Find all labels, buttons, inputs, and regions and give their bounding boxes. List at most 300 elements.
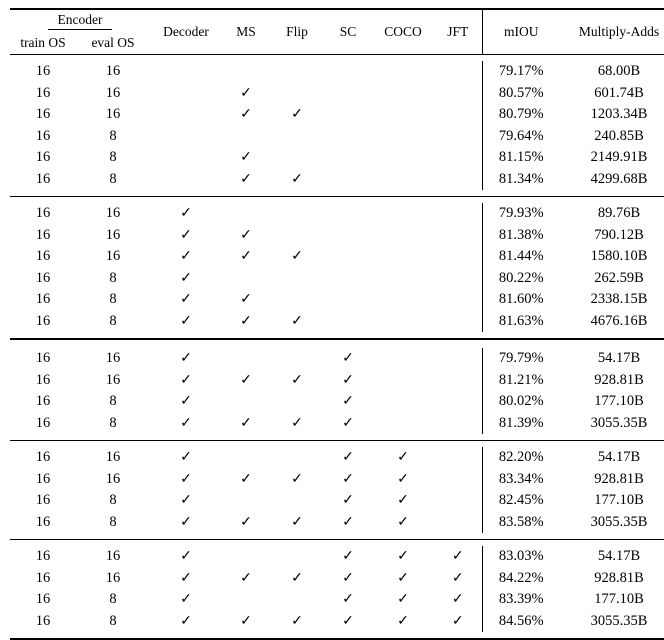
cell-multiply-adds: 928.81B	[594, 569, 644, 586]
cell-train-os: 16	[35, 127, 51, 144]
cell-miou: 81.44%	[482, 246, 560, 268]
cell-coco	[372, 512, 434, 534]
cell-eval-os: 16	[105, 248, 121, 265]
cell-flip	[270, 413, 324, 435]
cell-sc	[324, 568, 372, 590]
check-icon: ✓	[451, 570, 464, 586]
table-row	[10, 104, 664, 126]
cell-sc	[324, 203, 372, 225]
cell-eval-os: 8	[109, 291, 117, 308]
table-header-row-top	[10, 10, 664, 32]
check-icon: ✓	[291, 107, 303, 123]
check-icon: ✓	[397, 613, 409, 629]
cell-sc	[324, 289, 372, 311]
cell-multiply-adds: 4676.16B	[590, 312, 648, 329]
cell-coco	[372, 225, 434, 247]
table-row	[10, 83, 664, 105]
cell-decoder	[150, 589, 222, 611]
cell-jft	[434, 512, 482, 534]
header-ms: MS	[236, 24, 256, 39]
cell-multiply-adds: 54.17B	[597, 350, 641, 367]
cell-sc	[324, 469, 372, 491]
check-icon: ✓	[342, 514, 354, 530]
cell-multiply-adds: 54.17B	[597, 548, 641, 565]
cell-miou: 81.39%	[482, 413, 560, 435]
check-icon: ✓	[180, 270, 192, 286]
cell-jft	[434, 268, 482, 290]
cell-miou: 79.17%	[482, 61, 560, 83]
cell-train-os: 16	[35, 248, 51, 265]
cell-decoder	[150, 289, 222, 311]
cell-jft	[434, 589, 482, 611]
cell-coco	[372, 348, 434, 370]
check-icon: ✓	[397, 592, 409, 608]
cell-train-os: 16	[35, 84, 51, 101]
check-icon: ✓	[240, 471, 252, 487]
cell-coco	[372, 169, 434, 191]
cell-decoder	[150, 311, 222, 333]
cell-miou: 83.03%	[482, 546, 560, 568]
cell-jft	[434, 611, 482, 633]
cell-jft	[434, 447, 482, 469]
header-multiply-adds: Multiply-Adds	[578, 24, 660, 39]
results-table	[10, 8, 664, 640]
cell-coco	[372, 469, 434, 491]
cell-jft	[434, 83, 482, 105]
table-row	[10, 447, 664, 469]
cell-train-os: 16	[35, 414, 51, 431]
check-icon: ✓	[291, 570, 303, 586]
cell-coco	[372, 61, 434, 83]
cell-coco	[372, 83, 434, 105]
check-icon: ✓	[180, 206, 192, 222]
check-icon: ✓	[342, 471, 354, 487]
cell-decoder	[150, 370, 222, 392]
cell-decoder	[150, 104, 222, 126]
cell-miou: 80.22%	[482, 268, 560, 290]
cell-multiply-adds: 3055.35B	[590, 414, 648, 431]
cell-multiply-adds: 68.00B	[597, 63, 641, 80]
cell-train-os: 16	[35, 312, 51, 329]
cell-flip	[270, 512, 324, 534]
cell-flip	[270, 546, 324, 568]
header-miou: mIOU	[482, 10, 560, 55]
group-spacer	[10, 632, 664, 639]
table-row	[10, 348, 664, 370]
cell-coco	[372, 126, 434, 148]
check-icon: ✓	[291, 415, 303, 431]
cell-miou: 80.57%	[482, 83, 560, 105]
cell-decoder	[150, 413, 222, 435]
cell-miou: 79.64%	[482, 126, 560, 148]
cell-decoder	[150, 126, 222, 148]
cell-jft	[434, 413, 482, 435]
table-row	[10, 61, 664, 83]
cell-flip	[270, 469, 324, 491]
check-icon: ✓	[180, 613, 192, 629]
cell-eval-os: 8	[109, 591, 117, 608]
table-row	[10, 169, 664, 191]
cell-decoder	[150, 348, 222, 370]
cell-sc	[324, 512, 372, 534]
check-icon: ✓	[180, 372, 192, 388]
check-icon: ✓	[240, 150, 252, 166]
cell-decoder	[150, 568, 222, 590]
check-icon: ✓	[240, 415, 252, 431]
check-icon: ✓	[342, 394, 354, 410]
cell-train-os: 16	[35, 63, 51, 80]
check-icon: ✓	[180, 292, 192, 308]
cell-flip	[270, 391, 324, 413]
check-icon: ✓	[240, 227, 252, 243]
check-icon: ✓	[397, 493, 409, 509]
check-icon: ✓	[240, 292, 252, 308]
cell-flip	[270, 289, 324, 311]
table-row	[10, 147, 664, 169]
check-icon: ✓	[240, 313, 252, 329]
check-icon: ✓	[180, 514, 192, 530]
cell-sc	[324, 268, 372, 290]
cell-eval-os: 16	[105, 548, 121, 565]
cell-sc	[324, 447, 372, 469]
cell-eval-os: 16	[105, 226, 121, 243]
cell-multiply-adds: 3055.35B	[590, 513, 648, 530]
cell-train-os: 16	[35, 149, 51, 166]
cell-train-os: 16	[35, 226, 51, 243]
check-icon: ✓	[240, 249, 252, 265]
check-icon: ✓	[342, 592, 354, 608]
check-icon: ✓	[451, 549, 464, 565]
cell-sc	[324, 589, 372, 611]
cell-ms	[222, 370, 270, 392]
cell-multiply-adds: 928.81B	[594, 470, 644, 487]
cell-train-os: 16	[35, 393, 51, 410]
cell-eval-os: 16	[105, 569, 121, 586]
check-icon: ✓	[291, 372, 303, 388]
cell-train-os: 16	[35, 170, 51, 187]
cell-decoder	[150, 391, 222, 413]
cell-multiply-adds: 240.85B	[594, 127, 644, 144]
cell-eval-os: 8	[109, 149, 117, 166]
cell-eval-os: 16	[105, 63, 121, 80]
cell-multiply-adds: 601.74B	[594, 84, 644, 101]
check-icon: ✓	[342, 613, 354, 629]
cell-miou: 83.58%	[482, 512, 560, 534]
cell-ms	[222, 469, 270, 491]
cell-jft	[434, 391, 482, 413]
check-icon: ✓	[180, 549, 192, 565]
cell-sc	[324, 83, 372, 105]
cell-decoder	[150, 268, 222, 290]
cell-jft	[434, 246, 482, 268]
cell-jft	[434, 469, 482, 491]
table-row	[10, 370, 664, 392]
cell-multiply-adds: 1580.10B	[590, 248, 648, 265]
check-icon: ✓	[397, 514, 409, 530]
cell-ms	[222, 225, 270, 247]
header-encoder-group	[10, 10, 150, 32]
cell-miou: 79.79%	[482, 348, 560, 370]
cell-eval-os: 16	[105, 470, 121, 487]
cell-sc	[324, 147, 372, 169]
cell-miou: 81.34%	[482, 169, 560, 191]
check-icon: ✓	[180, 592, 192, 608]
cell-eval-os: 8	[109, 393, 117, 410]
cell-decoder	[150, 546, 222, 568]
cell-miou: 81.63%	[482, 311, 560, 333]
cell-eval-os: 8	[109, 414, 117, 431]
cell-eval-os: 8	[109, 312, 117, 329]
check-icon: ✓	[240, 570, 252, 586]
check-icon: ✓	[240, 85, 252, 101]
check-icon: ✓	[240, 613, 252, 629]
cell-miou: 81.15%	[482, 147, 560, 169]
cell-ms	[222, 611, 270, 633]
cell-jft	[434, 126, 482, 148]
cell-multiply-adds: 54.17B	[597, 449, 641, 466]
check-icon: ✓	[342, 493, 354, 509]
cell-ms	[222, 311, 270, 333]
cell-sc	[324, 546, 372, 568]
check-icon: ✓	[180, 249, 192, 265]
cell-multiply-adds: 262.59B	[594, 269, 644, 286]
cell-sc	[324, 246, 372, 268]
cell-ms	[222, 203, 270, 225]
cell-decoder	[150, 203, 222, 225]
cell-eval-os: 8	[109, 513, 117, 530]
check-icon: ✓	[342, 351, 354, 367]
cell-ms	[222, 413, 270, 435]
table-row	[10, 589, 664, 611]
cell-sc	[324, 391, 372, 413]
check-icon: ✓	[451, 613, 464, 629]
cell-flip	[270, 611, 324, 633]
cell-ms	[222, 83, 270, 105]
cell-multiply-adds: 2149.91B	[590, 149, 648, 166]
cell-train-os: 16	[35, 492, 51, 509]
check-icon: ✓	[291, 514, 303, 530]
cell-eval-os: 16	[105, 84, 121, 101]
table-row	[10, 391, 664, 413]
cell-ms	[222, 104, 270, 126]
table-row	[10, 246, 664, 268]
cell-coco	[372, 246, 434, 268]
header-sc: SC	[339, 24, 357, 39]
header-coco: COCO	[384, 24, 422, 39]
table-row	[10, 512, 664, 534]
check-icon: ✓	[397, 549, 409, 565]
cell-coco	[372, 104, 434, 126]
cell-miou: 83.39%	[482, 589, 560, 611]
cell-jft	[434, 568, 482, 590]
cell-jft	[434, 225, 482, 247]
check-icon: ✓	[180, 227, 192, 243]
cell-coco	[372, 589, 434, 611]
cell-coco	[372, 370, 434, 392]
cell-train-os: 16	[35, 106, 51, 123]
table-row	[10, 490, 664, 512]
cell-decoder	[150, 611, 222, 633]
check-icon: ✓	[180, 471, 192, 487]
cell-coco	[372, 289, 434, 311]
check-icon: ✓	[180, 313, 192, 329]
cell-coco	[372, 611, 434, 633]
cell-coco	[372, 203, 434, 225]
cell-train-os: 16	[35, 548, 51, 565]
cell-ms	[222, 147, 270, 169]
cell-ms	[222, 546, 270, 568]
cell-flip	[270, 104, 324, 126]
check-icon: ✓	[291, 313, 303, 329]
cell-sc	[324, 611, 372, 633]
check-icon: ✓	[397, 570, 409, 586]
table-row	[10, 225, 664, 247]
cell-flip	[270, 589, 324, 611]
cell-flip	[270, 311, 324, 333]
cell-miou: 81.21%	[482, 370, 560, 392]
cell-ms	[222, 289, 270, 311]
cell-ms	[222, 512, 270, 534]
table-row	[10, 469, 664, 491]
table-row	[10, 413, 664, 435]
check-icon: ✓	[180, 394, 192, 410]
cell-ms	[222, 61, 270, 83]
table-row	[10, 268, 664, 290]
cell-jft	[434, 490, 482, 512]
cell-ms	[222, 589, 270, 611]
cell-miou: 81.60%	[482, 289, 560, 311]
header-decoder: Decoder	[163, 24, 209, 39]
cell-sc	[324, 126, 372, 148]
cell-flip	[270, 370, 324, 392]
cell-ms	[222, 126, 270, 148]
cell-miou: 84.22%	[482, 568, 560, 590]
cell-jft	[434, 370, 482, 392]
check-icon: ✓	[180, 570, 192, 586]
cell-multiply-adds: 177.10B	[594, 591, 644, 608]
check-icon: ✓	[291, 249, 303, 265]
cell-eval-os: 8	[109, 492, 117, 509]
cell-ms	[222, 490, 270, 512]
cell-coco	[372, 147, 434, 169]
cell-eval-os: 8	[109, 127, 117, 144]
cell-decoder	[150, 147, 222, 169]
header-flip: Flip	[286, 24, 308, 39]
table-row	[10, 311, 664, 333]
cell-multiply-adds: 790.12B	[594, 226, 644, 243]
cell-decoder	[150, 469, 222, 491]
cell-miou: 80.79%	[482, 104, 560, 126]
cell-decoder	[150, 490, 222, 512]
check-icon: ✓	[240, 171, 252, 187]
cell-train-os: 16	[35, 612, 51, 629]
cell-flip	[270, 568, 324, 590]
cell-coco	[372, 391, 434, 413]
cell-eval-os: 8	[109, 170, 117, 187]
cell-flip	[270, 490, 324, 512]
cell-ms	[222, 246, 270, 268]
cell-ms	[222, 391, 270, 413]
cell-sc	[324, 370, 372, 392]
cell-flip	[270, 203, 324, 225]
cell-train-os: 16	[35, 350, 51, 367]
cell-sc	[324, 61, 372, 83]
cell-jft	[434, 169, 482, 191]
cell-coco	[372, 268, 434, 290]
cell-decoder	[150, 246, 222, 268]
cell-multiply-adds: 2338.15B	[590, 291, 648, 308]
check-icon: ✓	[397, 450, 409, 466]
cell-train-os: 16	[35, 470, 51, 487]
table-row	[10, 203, 664, 225]
cell-sc	[324, 311, 372, 333]
table-row	[10, 546, 664, 568]
table-row	[10, 611, 664, 633]
cell-ms	[222, 447, 270, 469]
cell-jft	[434, 348, 482, 370]
check-icon: ✓	[342, 450, 354, 466]
cell-sc	[324, 490, 372, 512]
cell-miou: 80.02%	[482, 391, 560, 413]
cell-flip	[270, 147, 324, 169]
check-icon: ✓	[180, 493, 192, 509]
check-icon: ✓	[291, 471, 303, 487]
table-row	[10, 126, 664, 148]
cell-coco	[372, 568, 434, 590]
cell-coco	[372, 413, 434, 435]
cell-flip	[270, 83, 324, 105]
cell-ms	[222, 169, 270, 191]
cell-multiply-adds: 177.10B	[594, 393, 644, 410]
cell-sc	[324, 169, 372, 191]
check-icon: ✓	[451, 592, 464, 608]
cell-flip	[270, 447, 324, 469]
cell-coco	[372, 311, 434, 333]
cell-miou: 84.56%	[482, 611, 560, 633]
cell-train-os: 16	[35, 269, 51, 286]
cell-flip	[270, 348, 324, 370]
cell-train-os: 16	[35, 371, 51, 388]
check-icon: ✓	[342, 372, 354, 388]
cell-decoder	[150, 225, 222, 247]
cell-train-os: 16	[35, 513, 51, 530]
cell-decoder	[150, 447, 222, 469]
cell-decoder	[150, 512, 222, 534]
cell-flip	[270, 126, 324, 148]
cell-jft	[434, 147, 482, 169]
cell-sc	[324, 104, 372, 126]
cell-eval-os: 16	[105, 371, 121, 388]
cell-miou: 82.45%	[482, 490, 560, 512]
check-icon: ✓	[397, 471, 409, 487]
cell-miou: 82.20%	[482, 447, 560, 469]
cell-eval-os: 8	[109, 269, 117, 286]
cell-jft	[434, 289, 482, 311]
check-icon: ✓	[180, 450, 192, 466]
header-encoder-label: Encoder	[48, 12, 113, 30]
cell-eval-os: 16	[105, 350, 121, 367]
cell-coco	[372, 546, 434, 568]
cell-multiply-adds: 89.76B	[597, 205, 641, 222]
cell-ms	[222, 568, 270, 590]
cell-sc	[324, 225, 372, 247]
check-icon: ✓	[342, 415, 354, 431]
cell-miou: 79.93%	[482, 203, 560, 225]
cell-decoder	[150, 83, 222, 105]
cell-train-os: 16	[35, 449, 51, 466]
cell-jft	[434, 203, 482, 225]
header-jft: JFT	[447, 24, 469, 39]
